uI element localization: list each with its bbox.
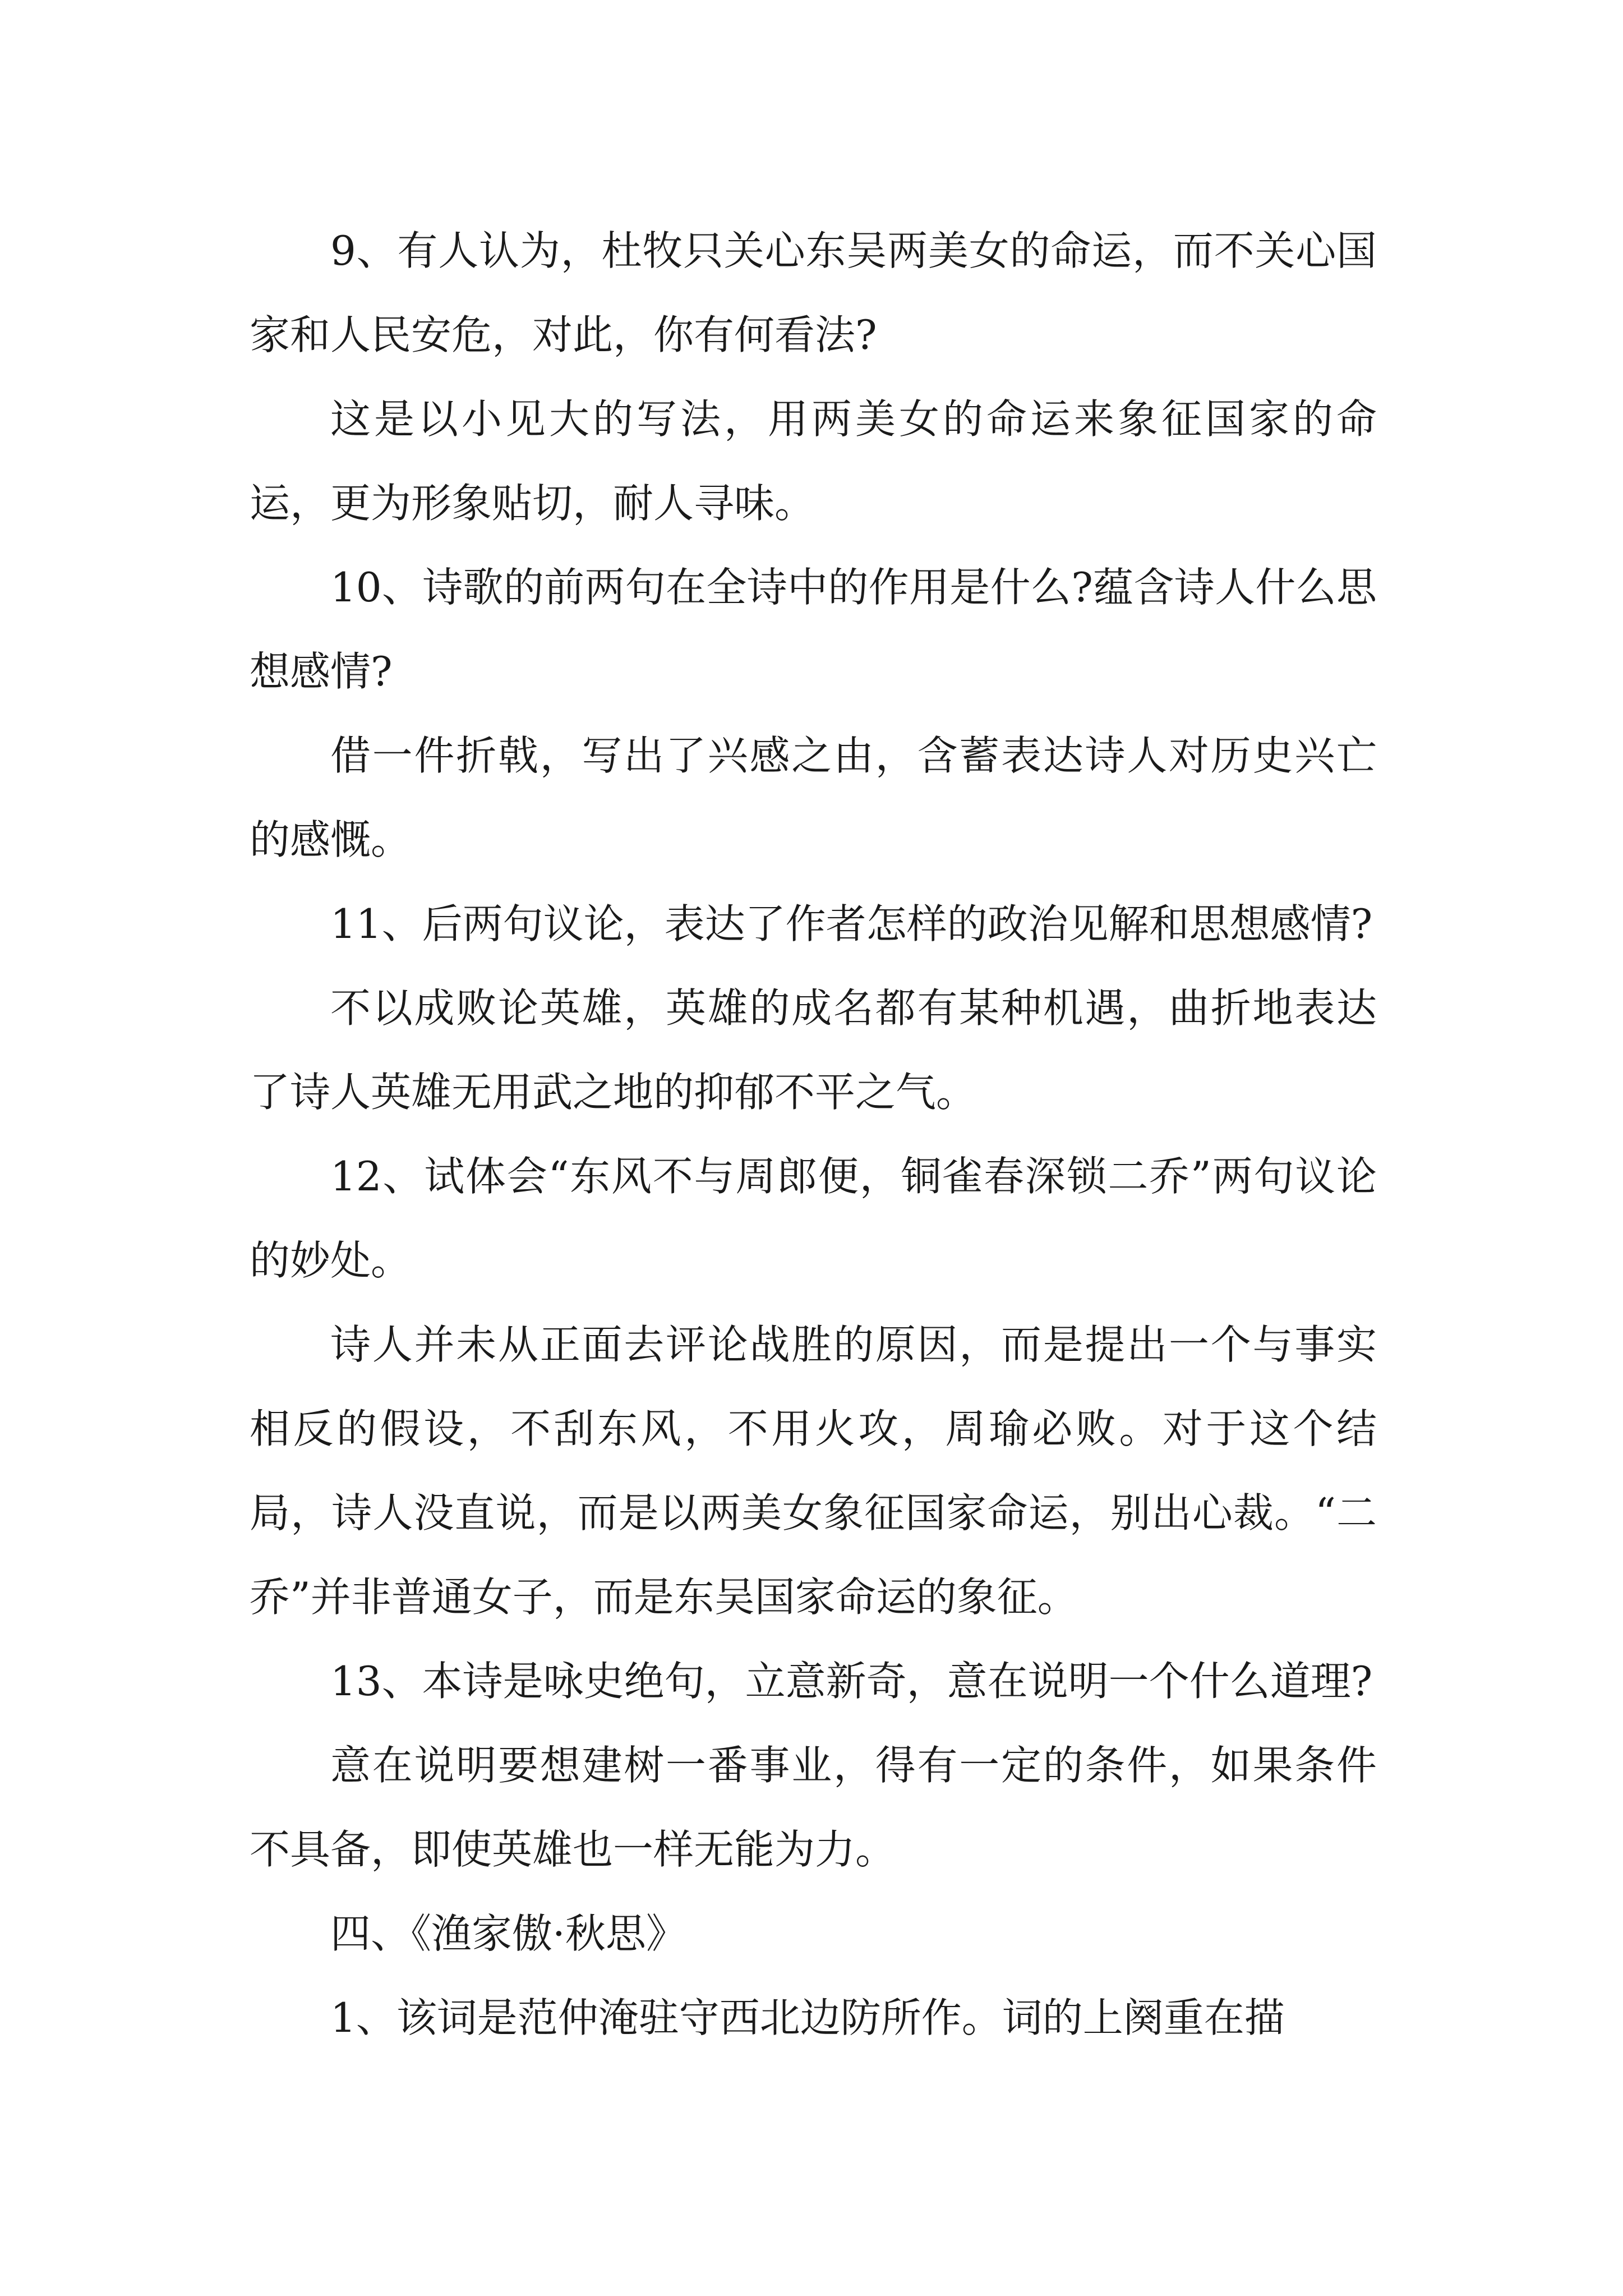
- document-body: [250, 209, 1377, 2060]
- answer-11: 不以成败论英雄，英雄的成名都有某种机遇，曲折地表达了诗人英雄无用武之地的抑郁不平之气。: [250, 984, 1377, 1116]
- question-9: 9、有人认为，杜牧只关心东吴两美女的命运，而不关心国家和人民安危，对此，你有何看法?: [250, 227, 1377, 358]
- answer-13: 意在说明要想建树一番事业，得有一定的条件，如果条件不具备，即使英雄也一样无能为力。: [250, 1742, 1377, 1873]
- question-13: 13、本诗是咏史绝句，立意新奇，意在说明一个什么道理?: [330, 1658, 1373, 1705]
- section-heading: 四、《渔家傲·秋思》: [330, 1910, 686, 1957]
- answer-10: 借一件折戟，写出了兴感之由，含蓄表达诗人对历史兴亡的感慨。: [250, 732, 1377, 863]
- answer-9: 这是以小见大的写法，用两美女的命运来象征国家的命运，更为形象贴切，耐人寻味。: [250, 395, 1377, 527]
- question-11: 11、后两句议论，表达了作者怎样的政治见解和思想感情?: [330, 900, 1373, 947]
- question-12: 12、试体会“东风不与周郎便，铜雀春深锁二乔”两句议论的妙处。: [250, 1153, 1377, 1284]
- question-10: 10、诗歌的前两句在全诗中的作用是什么?蕴含诗人什么思想感情?: [250, 564, 1377, 695]
- answer-12: 诗人并未从正面去评论战胜的原因，而是提出一个与事实相反的假设，不刮东风，不用火攻，周瑜必败。对于这个结局，诗人没直说，而是以两美女象征国家命运，别出心裁。“二乔”并非普通女子，而是东吴国家命运的象征。: [250, 1321, 1377, 1621]
- question-1-partial: 1、该词是范仲淹驻守西北边防所作。词的上阕重在描: [330, 1994, 1285, 2041]
